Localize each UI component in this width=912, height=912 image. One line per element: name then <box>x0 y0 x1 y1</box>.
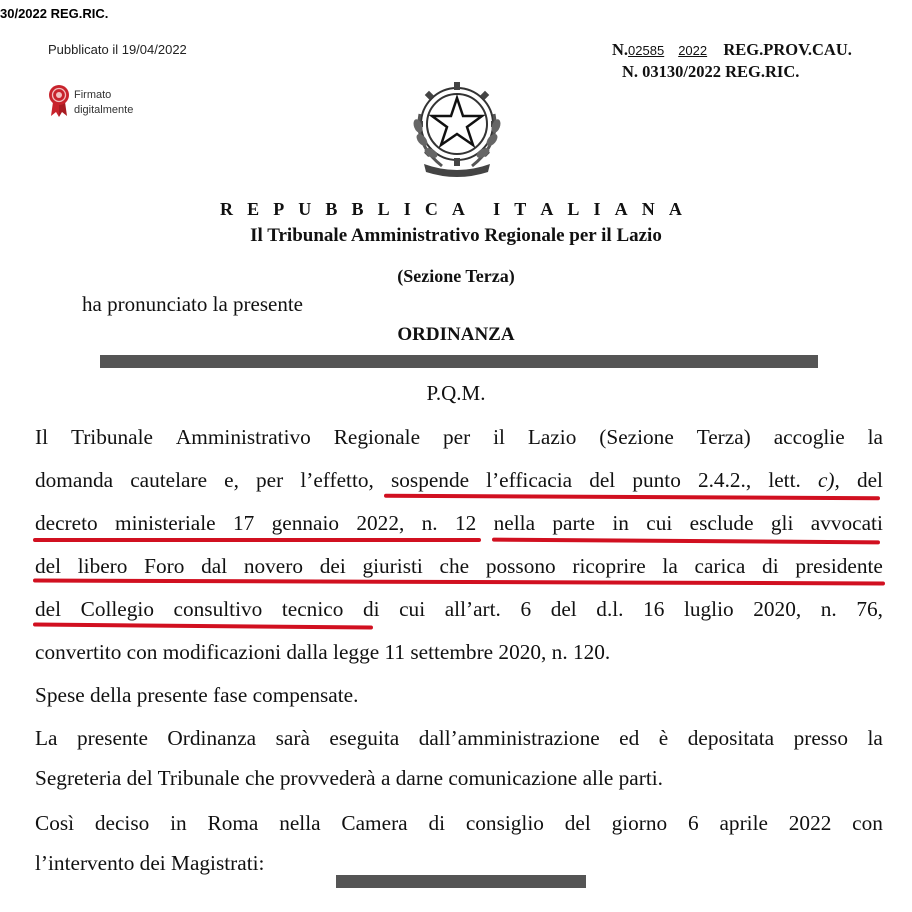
heading-letter: C <box>424 199 438 219</box>
word: depositata <box>687 726 775 750</box>
word: sospende <box>390 468 470 492</box>
reg-prov-year: 2022 <box>678 43 708 58</box>
word: del <box>550 597 577 621</box>
word: 12 <box>455 511 477 535</box>
word: di <box>428 811 446 835</box>
reg-ric-number: N. 03130/2022 REG.RIC. <box>622 62 800 81</box>
word: eseguita <box>329 726 400 750</box>
paragraph-line <box>35 425 883 450</box>
word: in <box>612 511 629 535</box>
word: lett. <box>768 468 801 492</box>
word: n. <box>820 597 837 621</box>
word: punto <box>632 468 681 492</box>
heading-letter: B <box>325 199 338 219</box>
corner-reference: 30/2022 REG.RIC. <box>0 6 109 21</box>
word: La <box>35 726 58 750</box>
decided-last-line: l’intervento dei Magistrati: <box>35 851 265 875</box>
word: Ordinanza <box>167 726 257 750</box>
heading-letter: A <box>451 199 465 219</box>
redaction-bar <box>336 875 586 888</box>
word: dall’amministrazione <box>418 726 600 750</box>
word: la <box>867 726 883 750</box>
word: c), <box>817 468 840 492</box>
heading-letter: I <box>493 199 501 219</box>
word: è <box>658 726 669 750</box>
word: libero <box>77 554 128 578</box>
word: Roma <box>207 811 259 835</box>
word: Amministrativo <box>175 425 311 449</box>
word: (Sezione <box>599 425 674 449</box>
publication-date: Pubblicato il 19/04/2022 <box>48 42 187 57</box>
heading-letter: U <box>298 199 312 219</box>
word: Lazio <box>527 425 577 449</box>
word: Terza) <box>696 425 751 449</box>
word: nella <box>493 511 536 535</box>
heading-letter: A <box>540 199 554 219</box>
word: giorno <box>611 811 668 835</box>
word: consiglio <box>465 811 544 835</box>
word: Regionale <box>333 425 421 449</box>
word: ricoprire <box>572 554 646 578</box>
signature-label-1: Firmato <box>74 89 112 101</box>
redaction-bar <box>100 355 818 368</box>
word: 2020, <box>753 597 802 621</box>
word: del <box>589 468 616 492</box>
heading-letter: N <box>641 199 655 219</box>
heading-letter: I <box>403 199 411 219</box>
word: 6 <box>688 811 699 835</box>
word: e, <box>224 468 239 492</box>
word: 76, <box>856 597 883 621</box>
paragraph-last-line: convertito con modificazioni dalla legge 11 settembre 2020, n. 120. <box>35 640 611 664</box>
word: del <box>35 554 62 578</box>
heading-letter: R <box>220 199 233 219</box>
word: luglio <box>683 597 734 621</box>
word: la <box>867 425 883 449</box>
heading-letter: A <box>614 199 628 219</box>
word: ministeriale <box>115 511 216 535</box>
word: tecnico <box>281 597 344 621</box>
word: Collegio <box>80 597 154 621</box>
word: dal <box>201 554 228 578</box>
court-section: (Sezione Terza) <box>397 266 515 286</box>
word: ed <box>619 726 640 750</box>
word: che <box>439 554 470 578</box>
word: parte <box>552 511 595 535</box>
word: deciso <box>94 811 150 835</box>
word: l’effetto, <box>300 468 374 492</box>
republic-emblem-icon <box>402 74 512 180</box>
word: domanda <box>35 468 114 492</box>
word: novero <box>243 554 303 578</box>
word: Tribunale <box>70 425 153 449</box>
heading-letter: T <box>514 199 527 219</box>
word: Così <box>35 811 75 835</box>
word: n. <box>421 511 438 535</box>
court-name: Il Tribunale Amministrativo Regionale per il Lazio <box>250 225 662 246</box>
word: dei <box>319 554 346 578</box>
reg-prov-prefix: N. <box>612 40 629 59</box>
word: 17 <box>232 511 255 535</box>
reg-prov-number: 02585 <box>628 43 665 58</box>
word: per <box>256 468 284 492</box>
word: l’efficacia <box>486 468 573 492</box>
heading-letter: P <box>273 199 285 219</box>
heading-letter: A <box>668 199 682 219</box>
document-type: ORDINANZA <box>397 324 515 345</box>
word: del <box>564 811 591 835</box>
word: del <box>35 597 62 621</box>
word: 2022, <box>356 511 405 535</box>
word: aprile <box>719 811 768 835</box>
heading-letter: E <box>247 199 260 219</box>
heading-letter: B <box>351 199 364 219</box>
reg-prov-cau <box>612 40 852 60</box>
heading-letter: L <box>377 199 390 219</box>
word: all’art. <box>444 597 501 621</box>
word: in <box>170 811 187 835</box>
word: presente <box>76 726 148 750</box>
word: accoglie <box>773 425 845 449</box>
word: presso <box>793 726 848 750</box>
heading-letter: L <box>567 199 580 219</box>
word: del <box>856 468 883 492</box>
word: esclude <box>689 511 754 535</box>
paragraph-line <box>35 511 883 536</box>
word: 2.4.2., <box>697 468 752 492</box>
word: Camera <box>341 811 408 835</box>
word: consultivo <box>173 597 263 621</box>
highlight-underline <box>33 538 481 542</box>
word: la <box>662 554 678 578</box>
word: possono <box>485 554 556 578</box>
execution-last-line: Segreteria del Tribunale che provvederà a darne comunicazione alle parti. <box>35 766 663 790</box>
highlight-underline <box>492 538 880 545</box>
word: cui <box>399 597 426 621</box>
word: nella <box>279 811 321 835</box>
execution-line <box>35 726 883 751</box>
digital-signature-badge <box>48 84 168 124</box>
word: 2022 <box>788 811 832 835</box>
paragraph-line <box>35 468 883 493</box>
costs-line: Spese della presente fase compensate. <box>35 683 359 707</box>
highlight-underline <box>33 623 373 630</box>
word: Il <box>35 425 49 449</box>
signature-label-2: digitalmente <box>74 104 134 116</box>
word: avvocati <box>810 511 883 535</box>
paragraph-line <box>35 554 883 579</box>
word: carica <box>694 554 746 578</box>
word: gennaio <box>271 511 340 535</box>
paragraph-line <box>35 597 883 622</box>
word: gli <box>770 511 794 535</box>
word: cui <box>646 511 673 535</box>
highlight-underline <box>384 494 880 501</box>
word: il <box>493 425 505 449</box>
word: giuristi <box>362 554 423 578</box>
word: sarà <box>275 726 310 750</box>
word: per <box>442 425 471 449</box>
reg-prov-suffix: REG.PROV.CAU. <box>723 40 852 59</box>
word: d.l. <box>596 597 624 621</box>
word: 6 <box>520 597 532 621</box>
decided-line <box>35 811 883 836</box>
highlight-underline <box>33 579 885 586</box>
word: cautelare <box>130 468 208 492</box>
word: 16 <box>643 597 665 621</box>
word: con <box>852 811 883 835</box>
word: di <box>362 597 380 621</box>
word: decreto <box>35 511 98 535</box>
republic-heading <box>220 199 682 220</box>
word: di <box>762 554 779 578</box>
word: presidente <box>795 554 883 578</box>
word: Foro <box>144 554 185 578</box>
heading-letter: I <box>593 199 601 219</box>
seal-icon <box>48 84 70 118</box>
pqm-heading: P.Q.M. <box>426 381 486 405</box>
pronounced-text: ha pronunciato la presente <box>82 292 303 316</box>
